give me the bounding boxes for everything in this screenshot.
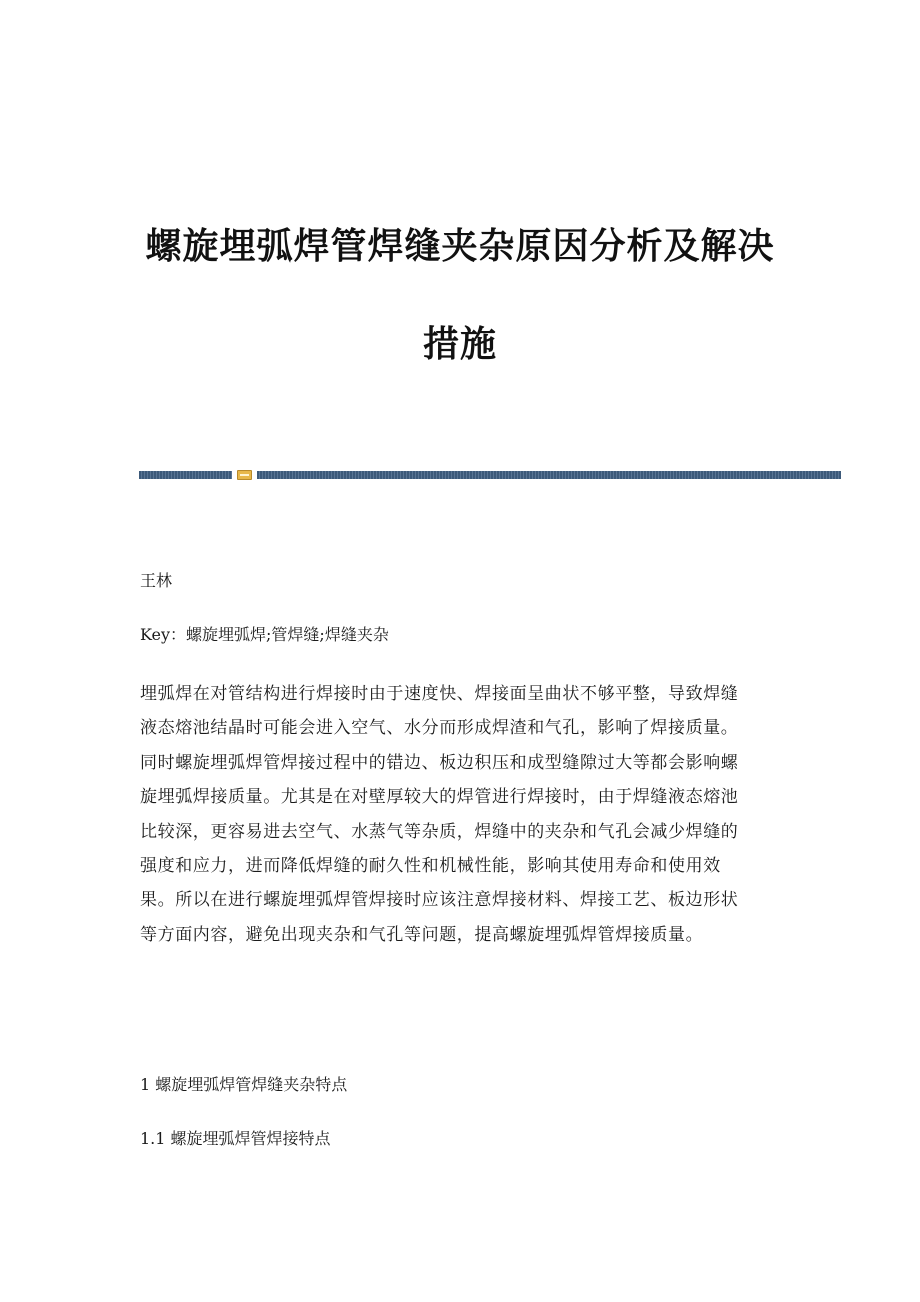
abstract-line: 同时螺旋埋弧焊管焊接过程中的错边、板边积压和成型缝隙过大等都会影响螺 — [140, 752, 739, 773]
document-title-line-2: 措施 — [422, 324, 497, 365]
document-title-line-1: 螺旋埋弧焊管焊缝夹杂原因分析及解决 — [145, 226, 775, 267]
abstract-line: 液态熔池结晶时可能会进入空气、水分而形成焊渣和气孔，影响了焊接质量。 — [140, 718, 739, 739]
abstract-line: 旋埋弧焊接质量。尤其是在对壁厚较大的焊管进行焊接时，由于焊缝液态熔池 — [140, 787, 739, 808]
keywords-line: Key：螺旋埋弧焊;管焊缝;焊缝夹杂 — [140, 625, 389, 644]
abstract-line: 强度和应力，进而降低焊缝的耐久性和机械性能，影响其使用寿命和使用效 — [140, 855, 721, 876]
abstract-paragraph — [140, 680, 780, 955]
abstract-line: 埋弧焊在对管结构进行焊接时由于速度快、焊接面呈曲状不够平整，导致焊缝 — [140, 684, 739, 704]
abstract-line: 等方面内容，避免出现夹杂和气孔等问题，提高螺旋埋弧焊管焊接质量。 — [140, 924, 704, 945]
author-name: 王林 — [140, 571, 173, 590]
abstract-line: 果。所以在进行螺旋埋弧焊管焊接时应该注意焊接材料、焊接工艺、板边形状 — [140, 890, 739, 911]
title-divider — [139, 470, 841, 480]
section-heading-1: 1 螺旋埋弧焊管焊缝夹杂特点 — [140, 1075, 348, 1094]
abstract-line: 比较深，更容易进去空气、水蒸气等杂质，焊缝中的夹杂和气孔会减少焊缝的 — [140, 821, 739, 842]
divider-bar-left — [139, 471, 232, 479]
divider-ornament-icon — [237, 470, 252, 480]
divider-bar-right — [257, 471, 841, 479]
section-heading-1-1: 1.1 螺旋埋弧焊管焊接特点 — [140, 1129, 331, 1148]
